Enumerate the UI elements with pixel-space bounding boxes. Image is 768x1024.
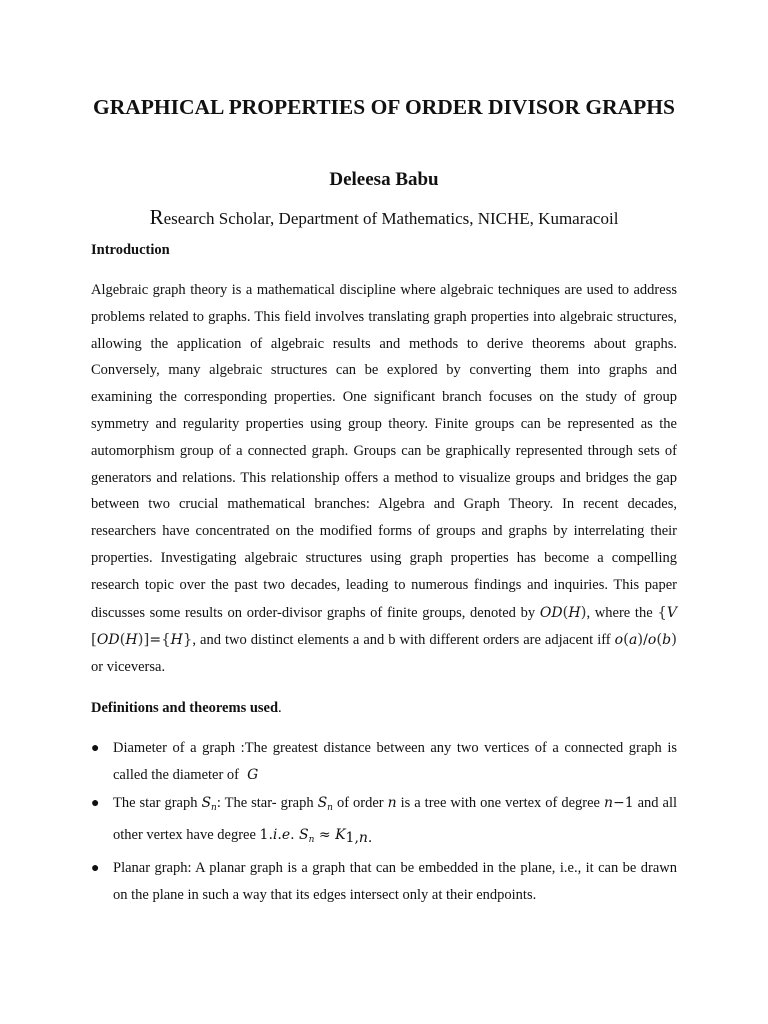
math-vertex-set: { [657, 602, 667, 621]
list-item [91, 855, 677, 909]
definitions-heading-period: . [278, 700, 282, 716]
definition-star-d: is a tree with one vertex of degree [400, 795, 600, 811]
math-order-divides: o [614, 632, 624, 649]
definition-star-b: : The star- graph [216, 795, 314, 811]
definition-star-e: and all other vertex have degree [113, 795, 678, 843]
author-name: Deleesa Babu [329, 169, 439, 190]
bullet-icon: ● [91, 861, 100, 876]
definition-star-a: The star graph [113, 795, 198, 811]
intro-where-the: , where the [586, 604, 653, 621]
bullet-icon: ● [91, 741, 100, 756]
author-affiliation [90, 206, 678, 230]
math-sn: $S_n$ [201, 795, 217, 813]
paper-title: GRAPHICAL PROPERTIES OF ORDER DIVISOR GRAPHS [92, 95, 675, 119]
definitions-heading [91, 699, 282, 717]
bullet-icon: ● [91, 796, 100, 811]
affiliation-text: esearch Scholar, Department of Mathematics, NICHE, Kumaracoil [163, 209, 619, 228]
intro-two-distinct: , and two distinct elements a and b with different orders are adjacent iff [192, 632, 611, 649]
definition-star-c: of order [336, 795, 384, 811]
math-g: G [242, 767, 259, 783]
definitions-list [91, 735, 677, 910]
intro-or-viceversa: or viceversa. [91, 659, 166, 676]
definitions-heading-text: Definitions and theorems used [91, 700, 279, 716]
affiliation-initial: R [149, 205, 164, 229]
definition-planar: Planar graph: A planar graph is a graph that can be embedded in the plane, i.e., it can be drawn on the plane in such a way that its edges intersect only at their endpoints. [113, 860, 677, 903]
introduction-paragraph: Algebraic graph theory is a mathematical discipline where algebraic techniques are used to address problems related to graphs. This field involves translating graph properties into algebraic structures, allowing the application of algebraic results and methods to derive theorems about graphs. Conversely, many algebraic structures can be explored by converting them into graphs and examining the corresponding properties. One significant branch focuses on the study of group symmetry and regularity properties using group theory. Finite groups can be represented as the automorphism group of a connected graph. Groups can be graphically represented through sets of generators and relations. This relationship offers a method to visualize groups and bridges the gap between two crucial mathematical branches: Algebra and Graph Theory. In recent decades, researchers have concentrated on the modified forms of groups and graphs by interrelating their properties. Investigating algebraic structures using graph properties has become a compelling research topic over the past two decades, leading to numerous findings and inquiries. This paper discusses some results on order-divisor graphs of finite groups, denoted by OD(H), where the {V [OD(H)]={H}, and two distinct elements a and b with different orders are adjacent iff o(a)/o(b) or viceversa. [91, 282, 678, 676]
intro-main-text: Algebraic graph theory is a mathematical discipline where algebraic techniques are used to address problems related to graphs. This field involves translating graph properties into algebraic structures, allowing the application of algebraic results and methods to derive theorems about graphs. Conversely, many algebraic structures can be explored by converting them into graphs and examining the corresponding properties. One significant branch focuses on the study of group symmetry and regularity properties using group theory. Finite groups can be represented as the automorphism group of a connected graph. Groups can be graphically represented through sets of generators and relations. This relationship offers a method to visualize groups and bridges the gap between two crucial mathematical branches: Algebra and Graph Theory. In recent decades, researchers have concentrated on the modified forms of groups and graphs by interrelating their properties. Investigating algebraic structures using graph properties has become a compelling research topic over the past two decades, leading to numerous findings and inquiries. This paper discusses some results on order-divisor graphs of finite groups, denoted by [91, 282, 677, 621]
definition-diameter: Diameter of a graph :The greatest distance between any two vertices of a connected graph is called the diameter of [113, 740, 677, 783]
list-item: ● The star graph $S_n$: The star- graph $S_n$ of order n is a tree with one vertex of degree n−1 and all other vertex have degree 1.i.e. $S_n \approx K_{1,n.}$ [91, 790, 677, 854]
math-od-h: OD [539, 604, 563, 621]
list-item [91, 735, 677, 789]
math-star-iso: 1. [259, 827, 273, 843]
introduction-heading: Introduction [91, 242, 170, 258]
